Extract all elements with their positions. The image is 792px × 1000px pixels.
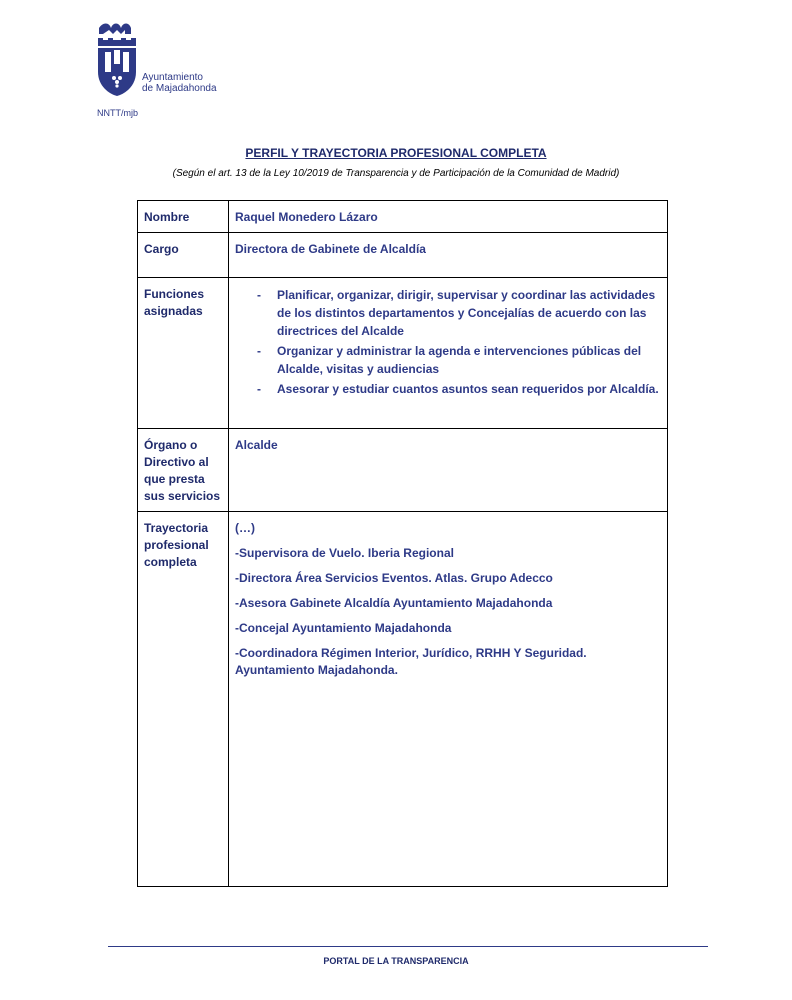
trayectoria-item: -Supervisora de Vuelo. Iberia Regional bbox=[235, 546, 454, 560]
list-item: - Organizar y administrar la agenda e intervenciones públicas del Alcalde, visitas y audiencias bbox=[257, 342, 661, 378]
document-reference: NNTT/mjb bbox=[97, 108, 138, 118]
table-row-organo bbox=[138, 429, 668, 512]
footer-text: PORTAL DE LA TRANSPARENCIA bbox=[323, 956, 469, 966]
trayectoria-item: -Coordinadora Régimen Interior, Jurídico, RRHH Y Seguridad. Ayuntamiento Majadahonda. bbox=[235, 646, 587, 677]
list-item: - Planificar, organizar, dirigir, supervisar y coordinar las actividades de los distintos departamentos y Concejalías de acuerdo con las directrices del Alcalde bbox=[257, 286, 661, 340]
footer-divider bbox=[108, 946, 708, 947]
trayectoria-item: -Directora Área Servicios Eventos. Atlas. Grupo Adecco bbox=[235, 571, 553, 585]
cargo-label: Cargo bbox=[138, 233, 229, 278]
trayectoria-value bbox=[229, 512, 668, 887]
page-title: PERFIL Y TRAYECTORIA PROFESIONAL COMPLETA bbox=[245, 146, 547, 160]
trayectoria-label: Trayectoria profesional completa bbox=[138, 512, 229, 887]
organo-value: Alcalde bbox=[229, 429, 668, 512]
list-item: - Asesorar y estudiar cuantos asuntos sean requeridos por Alcaldía. bbox=[257, 380, 661, 398]
table-row-funciones bbox=[138, 278, 668, 429]
funciones-value bbox=[229, 278, 668, 429]
profile-table bbox=[137, 200, 668, 887]
trayectoria-item: -Concejal Ayuntamiento Majadahonda bbox=[235, 621, 452, 635]
coat-of-arms-icon bbox=[95, 22, 139, 98]
nombre-label: Nombre bbox=[138, 201, 229, 233]
table-row-nombre bbox=[138, 201, 668, 233]
page-subtitle: (Según el art. 13 de la Ley 10/2019 de Transparencia y de Participación de la Comunidad de Madrid) bbox=[172, 168, 620, 179]
table-row-trayectoria bbox=[138, 512, 668, 887]
cargo-value: Directora de Gabinete de Alcaldía bbox=[229, 233, 668, 278]
logo-line-2: de Majadahonda bbox=[142, 83, 217, 94]
funciones-label: Funciones asignadas bbox=[138, 278, 229, 429]
trayectoria-item: -Asesora Gabinete Alcaldía Ayuntamiento Majadahonda bbox=[235, 596, 553, 610]
table-row-cargo bbox=[138, 233, 668, 278]
logo-line-1: Ayuntamiento bbox=[142, 72, 203, 83]
logo-text bbox=[142, 72, 217, 94]
trayectoria-item: (…) bbox=[235, 521, 255, 535]
organo-label: Órgano o Directivo al que presta sus servicios bbox=[138, 429, 229, 512]
nombre-value: Raquel Monedero Lázaro bbox=[229, 201, 668, 233]
funciones-list bbox=[235, 286, 661, 398]
